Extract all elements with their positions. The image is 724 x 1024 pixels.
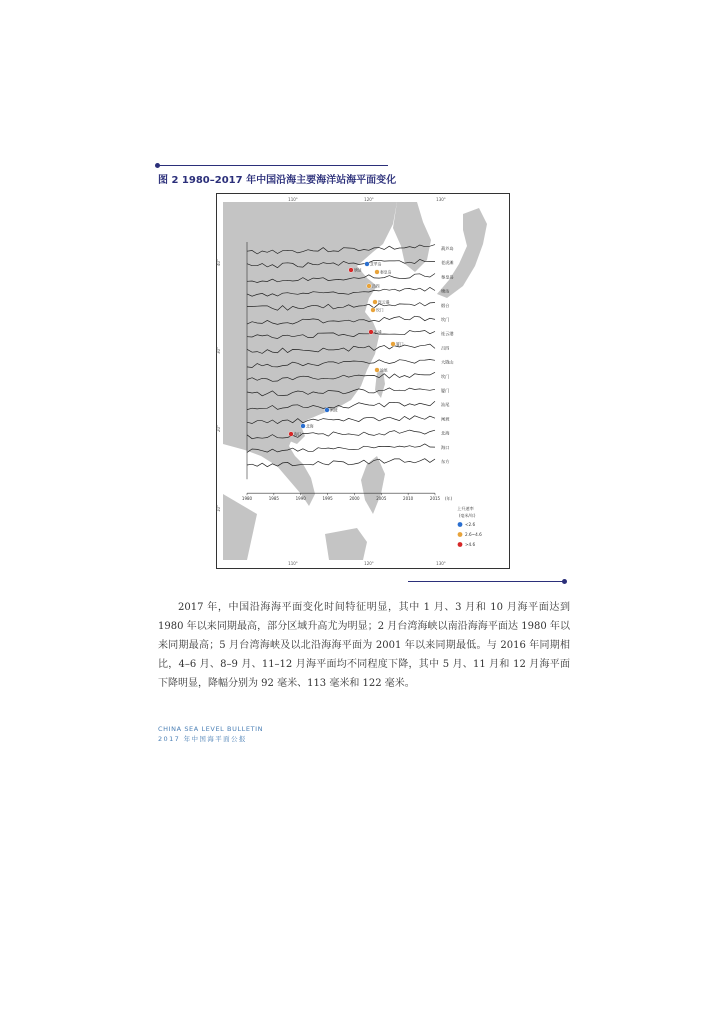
footer-chinese: 2017 年中国海平面公报 — [158, 735, 247, 743]
station-name-map: 芝罘岛 — [370, 261, 382, 267]
station-name-right: 北海 — [441, 430, 450, 436]
station-marker — [371, 308, 376, 313]
legend-item-label: 2.6~4.6 — [465, 532, 482, 537]
legend-item-label: >4.6 — [465, 542, 476, 547]
borneo-land — [325, 528, 367, 560]
station-name-right: 坎门 — [441, 373, 450, 379]
station-marker — [375, 270, 380, 275]
time-tick-label: 2005 — [376, 496, 387, 502]
lon-label-top: 120° — [364, 197, 374, 202]
station-name-map: 海口 — [294, 431, 302, 437]
time-tick-label: 1990 — [295, 496, 306, 502]
station-name-right: 吕四 — [441, 345, 450, 351]
legend-item-label: <2.6 — [465, 522, 476, 527]
bottom-rule — [408, 581, 564, 582]
station-name-right: 连云港 — [441, 331, 454, 337]
body-paragraph: 2017 年，中国沿海海平面变化时间特征明显，其中 1 月、3 月和 10 月海平面达到 1980 年以来同期最高，部分区域升高尤为明显；2 月台湾海峡以南沿海海平面达 1980 年以来同期最高；5 月台湾海峡及以北沿海海平面为 2001 年以来同期最低。与 2016 年同期相比，4–6 月、8–9 月、11–12 月海平面均不同程度下降，其中 5 月、11 月和 12 月海平面下降明显，降幅分别为 92 毫米、113 毫米和 122 毫米。 — [158, 602, 570, 689]
station-name-right: 汕尾 — [441, 402, 450, 408]
station-marker — [375, 368, 380, 373]
station-name-map: 北海 — [306, 423, 314, 429]
lon-label-top: 110° — [288, 197, 298, 202]
station-name-right: 老虎滩 — [441, 260, 454, 266]
station-name-right: 坎门 — [441, 317, 450, 322]
lon-label-bottom: 120° — [364, 561, 374, 566]
map-svg — [217, 194, 509, 568]
legend-unit: (毫米/年) — [459, 513, 476, 518]
station-name-right: 葫芦岛 — [441, 246, 454, 251]
time-tick-label: 1985 — [268, 496, 279, 502]
station-name-right: 塘沽 — [441, 288, 450, 294]
body-text — [158, 598, 570, 693]
time-tick-label: 1980 — [241, 496, 253, 502]
time-axis — [242, 493, 453, 501]
station-marker — [373, 300, 378, 305]
station-marker — [391, 342, 396, 347]
station-name-right: 闸坡 — [441, 416, 450, 422]
mainland-land — [223, 202, 397, 506]
footer-english: CHINA SEA LEVEL BULLETIN — [158, 725, 264, 733]
legend-swatch — [458, 542, 463, 547]
legend-swatch — [458, 522, 463, 527]
title-rule — [158, 165, 388, 166]
station-name-map: 连云港 — [378, 299, 390, 305]
legend-title: 上升速率 — [457, 506, 474, 511]
station-name-map: 塘沽 — [354, 267, 362, 273]
station-name-right: 大戢山 — [441, 359, 454, 365]
station-name-right: 东方 — [441, 459, 450, 464]
time-tick-label: 2015 — [429, 496, 441, 502]
station-name-map: 厦门 — [396, 341, 404, 347]
lat-label: 30° — [216, 346, 221, 354]
figure-title: 图 2 1980–2017 年中国沿海主要海洋站海平面变化 — [158, 175, 397, 186]
lon-label-bottom: 110° — [288, 561, 298, 566]
station-name-right: 秦皇岛 — [441, 274, 454, 280]
time-tick-label: 1995 — [322, 496, 333, 502]
station-name-map: 闸坡 — [330, 407, 338, 413]
station-name-map: 汕尾 — [380, 367, 388, 373]
sea-level-map — [216, 193, 510, 569]
legend — [457, 505, 482, 547]
station-name-map: 石浦 — [374, 329, 382, 335]
station-marker — [365, 262, 370, 267]
station-marker — [289, 432, 294, 437]
time-tick-label: 2000 — [349, 496, 360, 502]
station-name-right: 海口 — [441, 444, 450, 450]
station-marker — [349, 268, 354, 273]
station-name-right: 烟台 — [441, 302, 450, 308]
lat-label: 40° — [216, 258, 221, 266]
station-marker — [325, 408, 330, 413]
legend-swatch — [458, 532, 463, 537]
time-tick-label: 2010 — [403, 496, 414, 502]
station-marker — [301, 424, 306, 429]
lon-label-top: 130° — [436, 197, 446, 202]
lat-label: 10° — [216, 504, 221, 512]
lat-label: 20° — [216, 424, 221, 432]
japan-land — [437, 208, 487, 298]
philippines-land — [361, 456, 385, 514]
sea-land-sw — [223, 494, 257, 560]
station-name-map: 坎门 — [376, 307, 384, 313]
time-axis-unit: (年) — [445, 496, 453, 502]
station-name-map: 秦皇岛 — [380, 269, 392, 275]
station-marker — [367, 284, 372, 289]
lon-label-bottom: 130° — [436, 561, 446, 566]
station-name-right: 厦门 — [441, 388, 450, 393]
station-marker — [369, 330, 374, 335]
station-name-map: 吕四 — [372, 283, 380, 289]
